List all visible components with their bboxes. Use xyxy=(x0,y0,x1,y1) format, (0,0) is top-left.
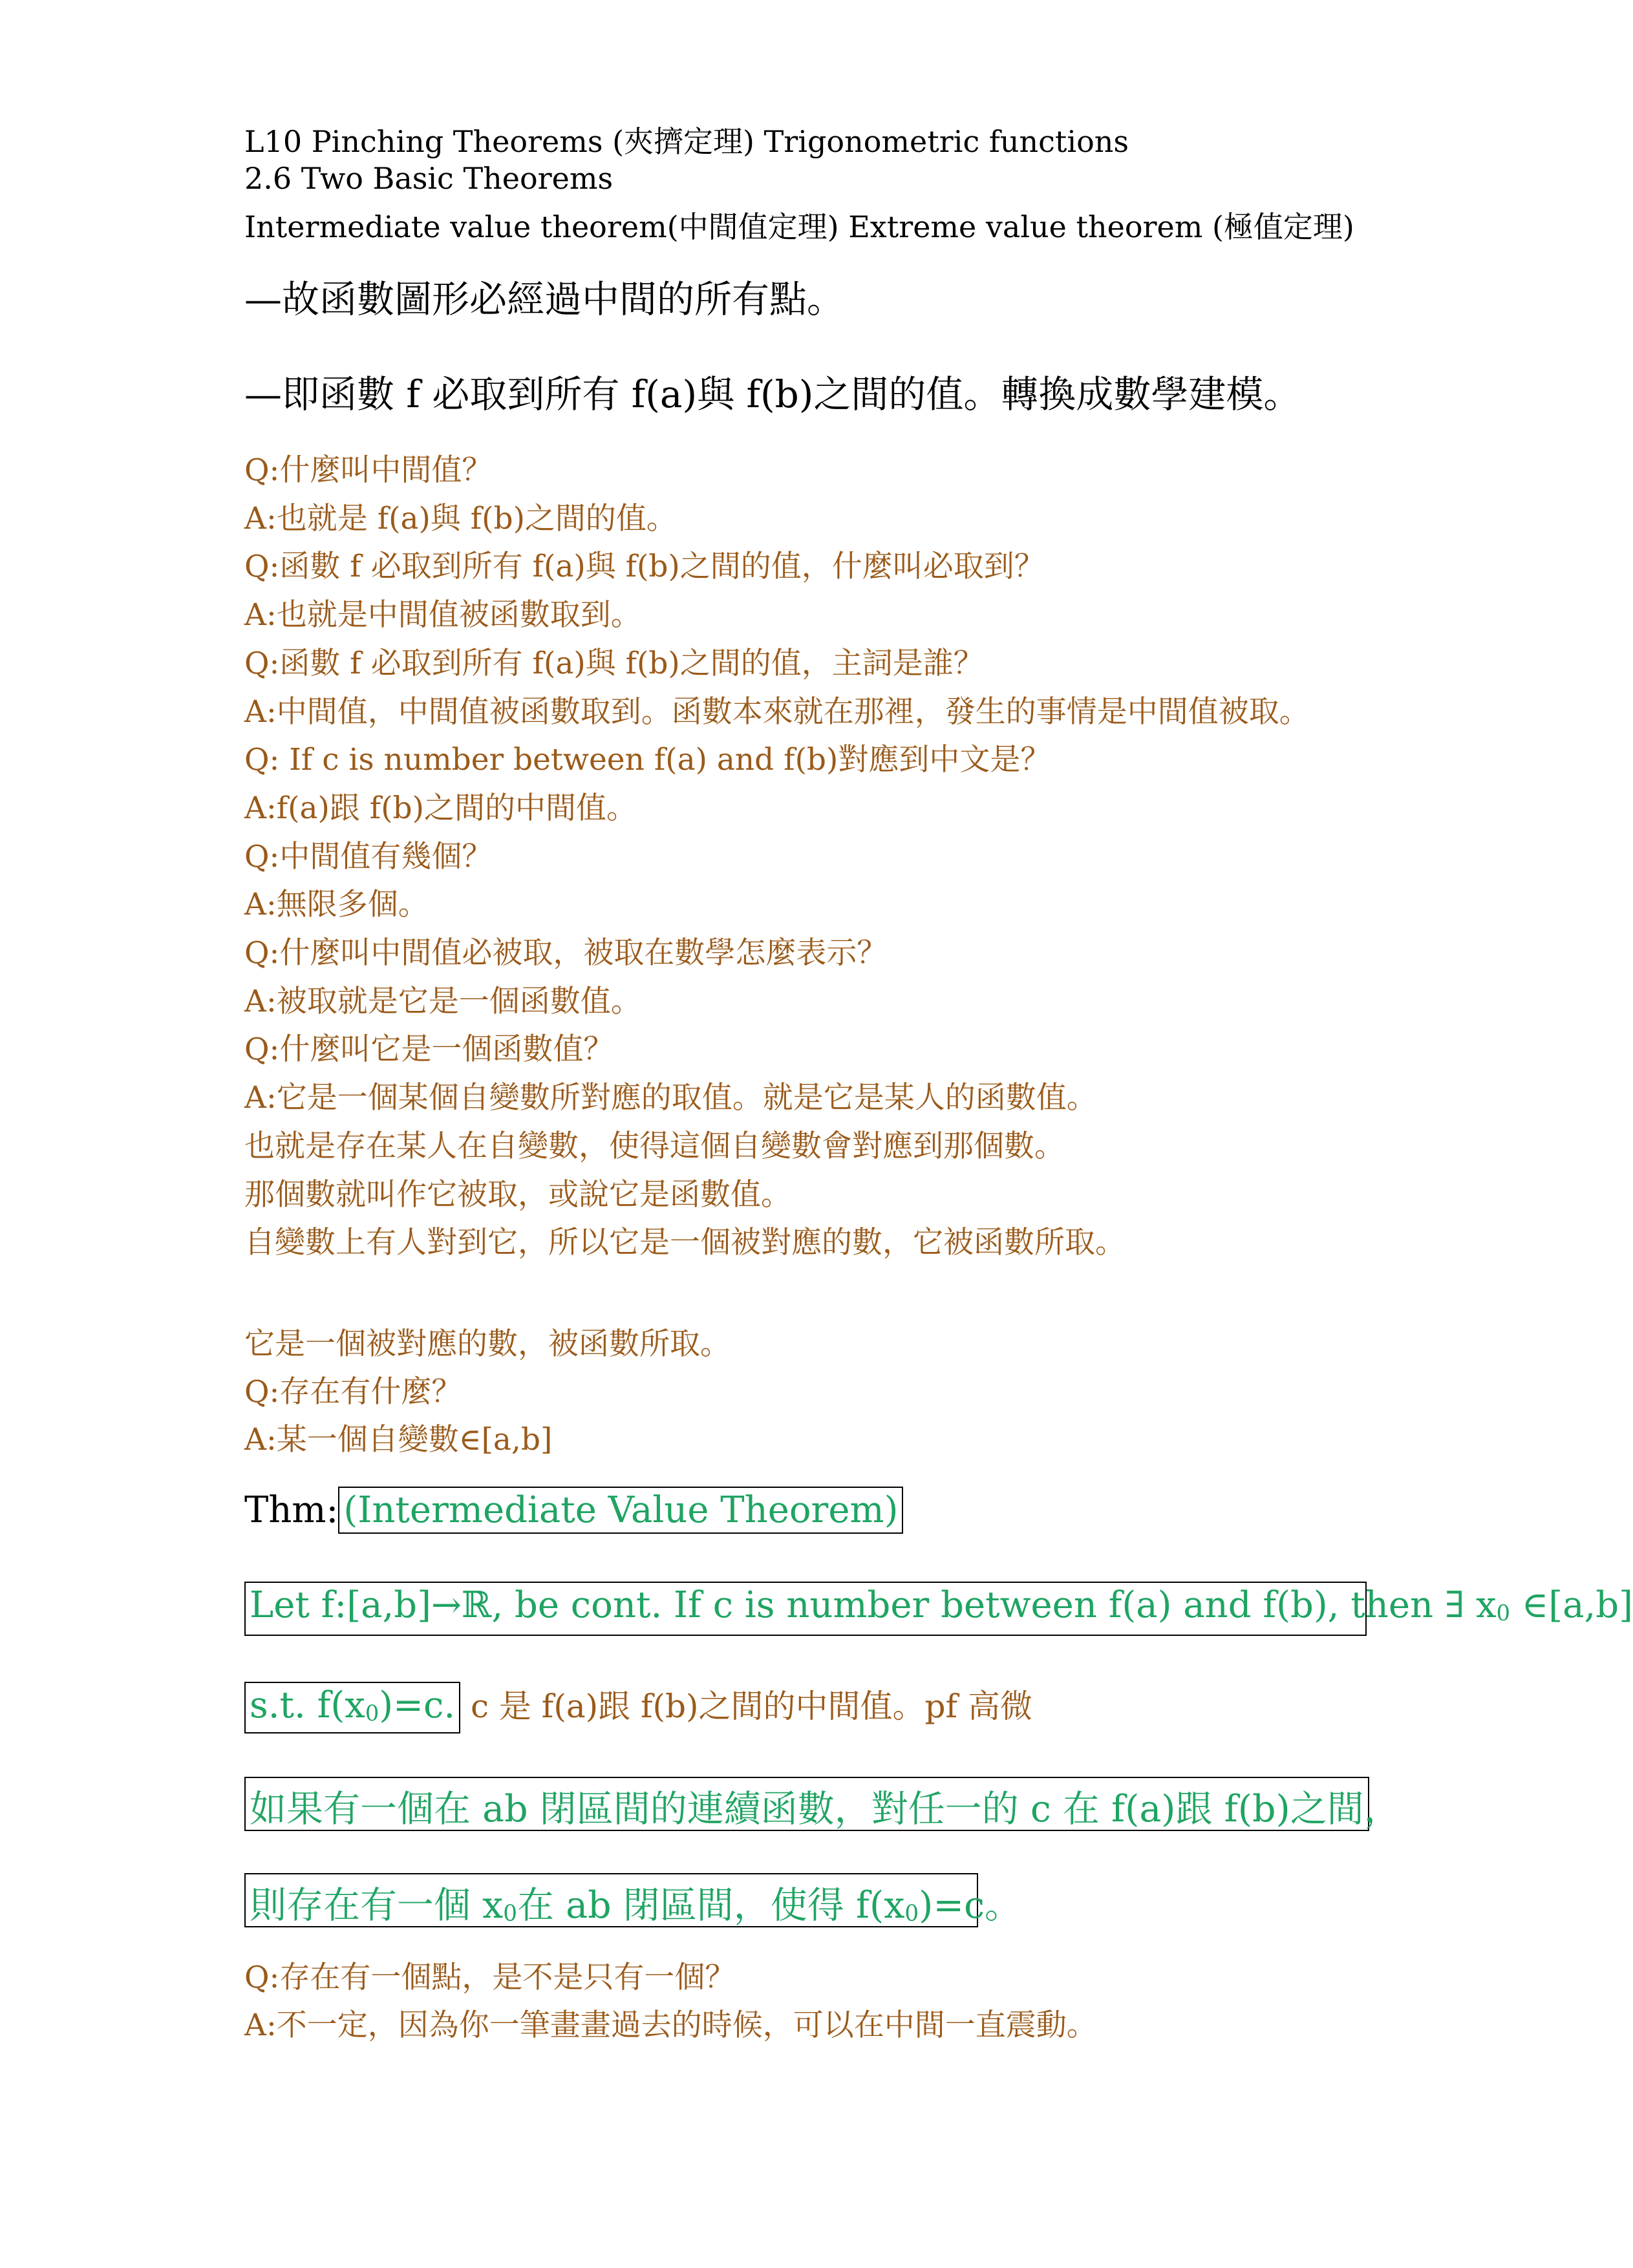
theorem-chinese-2-sub: 0 xyxy=(503,1901,518,1927)
theorem-label: Thm: xyxy=(244,1489,339,1531)
theorem-statement-box-1 xyxy=(244,1582,1633,1636)
theorem-statement-b-end: )=c. xyxy=(379,1684,456,1726)
theorem-note: c 是 f(a)跟 f(b)之間的中間值。pf 高微 xyxy=(460,1688,1032,1725)
qa-line: A:中間值，中間值被函數取到。函數本來就在那裡，發生的事情是中間值被取。 xyxy=(244,694,1310,730)
theorem-name: (Intermediate Value Theorem) xyxy=(343,1489,899,1531)
qa-line: 那個數就叫作它被取，或說它是函數值。 xyxy=(244,1176,791,1213)
theorem-chinese-box-2 xyxy=(244,1873,1022,1927)
theorem-statement-box-2 xyxy=(244,1682,460,1733)
qa-line: Q:什麼叫它是一個函數值？ xyxy=(244,1032,614,1068)
qa-line: Q:存在有一個點，是不是只有一個？ xyxy=(244,1960,736,1995)
qa-line: A:不一定，因為你一筆畫畫過去的時候，可以在中間一直震動。 xyxy=(244,2008,1097,2043)
qa-line: Q:什麼叫中間值？ xyxy=(244,452,493,488)
theorem-chinese-2a: 則存在有一個 x xyxy=(250,1884,504,1927)
theorem-chinese-box-1 xyxy=(244,1777,1401,1831)
theorem-chinese-1: 如果有一個在 ab 閉區間的連續函數，對任一的 c 在 f(a)跟 f(b)之間， xyxy=(250,1788,1401,1830)
qa-line: Q:什麼叫中間值必被取，被取在數學怎麼表示？ xyxy=(244,935,888,971)
header-line-3: Intermediate value theorem(中間值定理) Extreme value theorem (極值定理) xyxy=(244,209,1354,244)
qa-line: 也就是存在某人在自變數，使得這個自變數會對應到那個數。 xyxy=(244,1128,1065,1164)
theorem-statement-a-end: ∈[a,b] xyxy=(1510,1584,1633,1626)
header-line-1: L10 Pinching Theorems (夾擠定理) Trigonometric functions xyxy=(244,124,1129,159)
intro-line-1: —故函數圖形必經過中間的所有點。 xyxy=(244,277,845,321)
theorem-statement-b-sub: 0 xyxy=(365,1701,379,1726)
qa-line: A:也就是中間值被函數取到。 xyxy=(244,597,641,633)
qa-line: A:被取就是它是一個函數值。 xyxy=(244,983,641,1019)
qa-line: Q:函數 f 必取到所有 f(a)與 f(b)之間的值，什麼叫必取到？ xyxy=(244,549,1045,585)
qa-line: Q:函數 f 必取到所有 f(a)與 f(b)之間的值，主詞是誰？ xyxy=(244,645,984,681)
qa-line: Q:中間值有幾個？ xyxy=(244,838,493,874)
qa-line: Q: If c is number between f(a) and f(b)對應到中文是？ xyxy=(244,742,1051,778)
header-line-2: 2.6 Two Basic Theorems xyxy=(244,161,614,196)
qa-line: A:無限多個。 xyxy=(244,887,429,923)
theorem-statement-line-2 xyxy=(244,1680,1032,1733)
qa-line: 它是一個被對應的數，被函數所取。 xyxy=(244,1326,731,1362)
qa-line: A:f(a)跟 f(b)之間的中間值。 xyxy=(244,790,637,826)
qa-line: 自變數上有人對到它，所以它是一個被對應的數，它被函數所取。 xyxy=(244,1225,1126,1261)
theorem-statement-a-sub: 0 xyxy=(1496,1600,1510,1626)
qa-line: A:某一個自變數∈[a,b] xyxy=(244,1422,553,1457)
qa-line: A:也就是 f(a)與 f(b)之間的值。 xyxy=(244,500,677,536)
theorem-statement-b: s.t. f(x xyxy=(250,1684,365,1726)
intro-line-2: —即函數 f 必取到所有 f(a)與 f(b)之間的值。轉換成數學建模。 xyxy=(244,372,1301,416)
theorem-chinese-2b: 在 ab 閉區間，使得 f(x xyxy=(517,1884,905,1927)
theorem-chinese-2c: )=c。 xyxy=(919,1884,1022,1927)
theorem-statement-a: Let f:[a,b]→ℝ, be cont. If c is number between f(a) and f(b), then ∃ x xyxy=(250,1584,1497,1626)
qa-line: A:它是一個某個自變數所對應的取值。就是它是某人的函數值。 xyxy=(244,1080,1097,1116)
theorem-name-box xyxy=(338,1487,903,1534)
theorem-chinese-2-sub2: 0 xyxy=(904,1901,919,1927)
theorem-line xyxy=(244,1487,903,1534)
qa-line: Q:存在有什麼？ xyxy=(244,1374,462,1410)
